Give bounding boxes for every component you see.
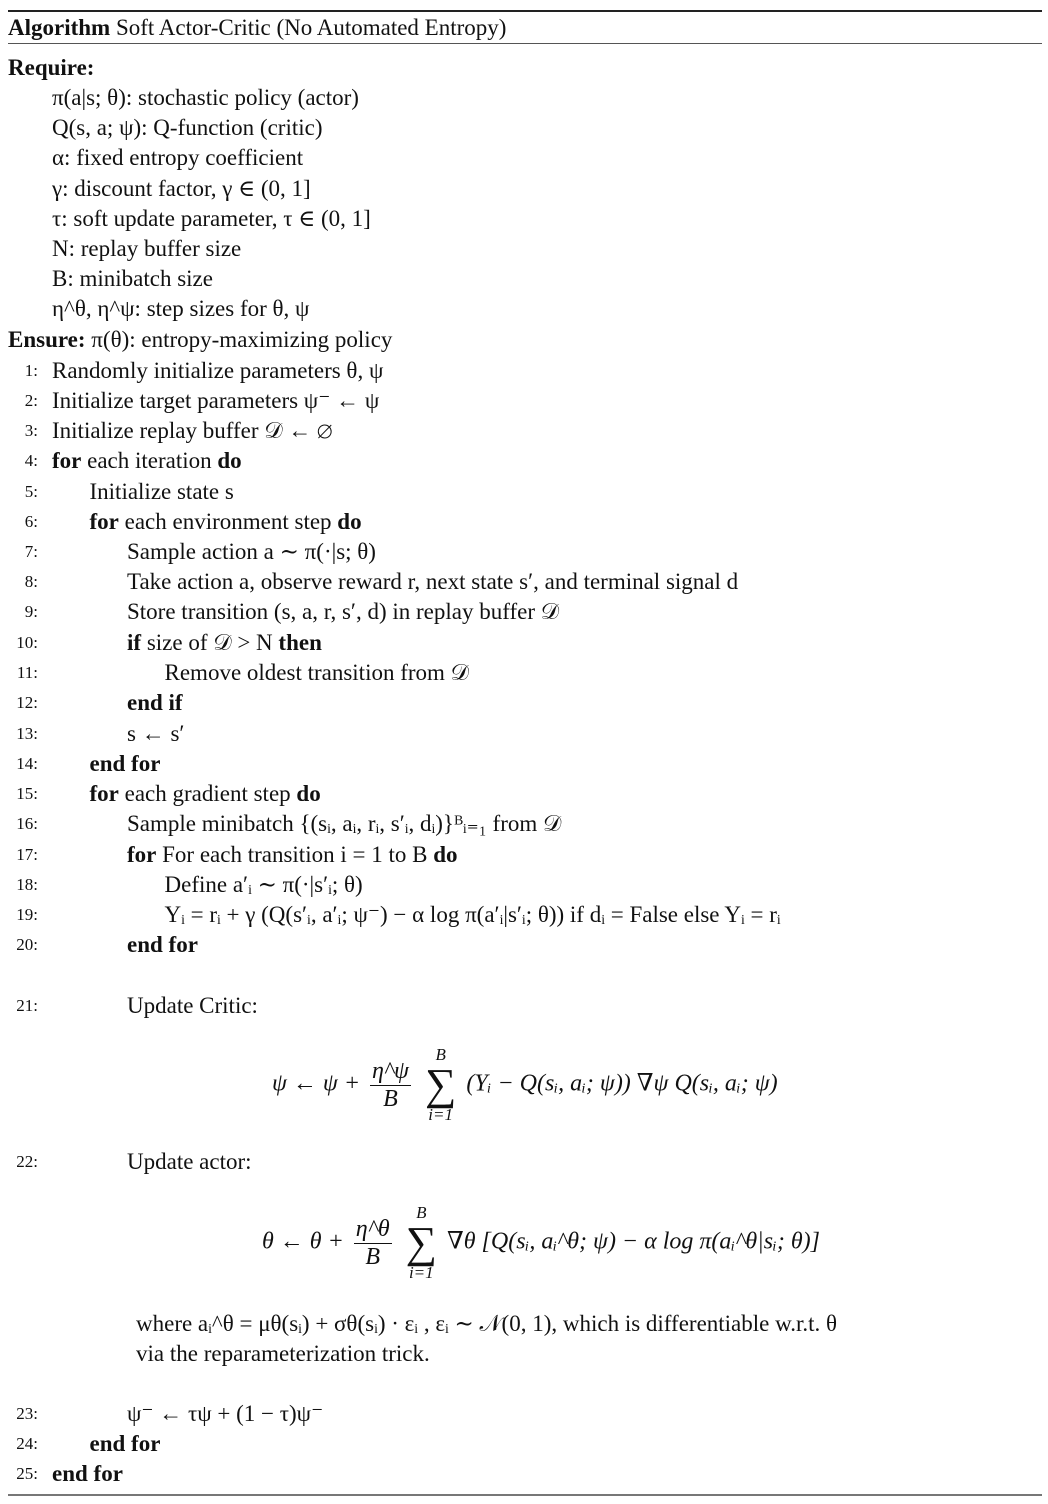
line-number: 24: [16,1434,38,1453]
ensure-line [8,326,392,354]
require-label: Require: [8,55,95,80]
algorithm-step [127,598,559,626]
line-number: 15: [16,784,38,803]
line-number: 23: [16,1404,38,1423]
algorithm-step [127,720,184,748]
algorithm-step [52,447,242,475]
line-number: 2: [24,391,38,410]
line-number: 1: [24,361,38,380]
require-item: γ: discount factor, γ ∈ (0, 1] [52,175,311,201]
keyword: end for [89,751,161,776]
step-text: Sample minibatch {(sᵢ, aᵢ, rᵢ, s′ᵢ, dᵢ)}ᴮᵢ₌₁ from 𝒟 [127,811,562,836]
step-text: For each transition i = 1 to B [156,842,434,867]
line-number: 20: [16,935,38,954]
algorithm-title: Soft Actor-Critic (No Automated Entropy) [115,15,507,40]
algorithm-step [90,750,161,778]
keyword: end if [127,690,183,715]
ensure-label: Ensure: [8,327,86,352]
algorithm-step [90,780,321,808]
algorithm-step [165,901,781,929]
step-text: Randomly initialize parameters θ, ψ [52,358,384,383]
keyword: then [278,630,322,655]
line-number: 11: [16,663,38,682]
require-item: Q(s, a; ψ): Q-function (critic) [52,115,323,141]
algorithm-label: Algorithm [8,15,111,40]
algorithm-step [127,629,322,657]
algorithm-step [127,1148,252,1176]
step-text: Define a′ᵢ ∼ π(·|s′ᵢ; θ) [164,872,363,897]
keyword: end for [89,1431,161,1456]
line-number: 21: [16,996,38,1015]
require-item: η^θ, η^ψ: step sizes for θ, ψ [52,296,310,322]
line-number: 14: [16,754,38,773]
algorithm-step [127,841,457,869]
line-number: 5: [24,482,38,501]
step-text: Remove oldest transition from 𝒟 [164,660,470,685]
step-text: s ← s′ [127,721,185,746]
algorithm-step [52,387,379,415]
algorithm-step [52,417,332,445]
critic-equation: ψ ← ψ + $\frac{\eta\^{}\psi}{B}$ B ∑ i=1 (Yᵢ − Q(sᵢ, aᵢ; ψ)) ∇ψ Q(sᵢ, aᵢ; ψ) [272,1045,778,1124]
line-number: 7: [24,542,38,561]
algorithm-step [127,568,738,596]
keyword: for [127,842,157,867]
line-number: 22: [16,1152,38,1171]
step-text: each gradient step [118,781,297,806]
require-item: N: replay buffer size [52,236,242,261]
line-number: 25: [16,1464,38,1483]
keyword: do [337,509,362,534]
line-number: 10: [16,633,38,652]
keyword: do [296,781,321,806]
keyword: for [89,509,119,534]
step-text: size of 𝒟 > N [141,630,279,655]
algorithm-step [127,992,258,1020]
line-number: 17: [16,845,38,864]
algorithm-step [165,871,363,899]
require-item: B: minibatch size [52,266,213,292]
keyword: for [89,781,119,806]
step-text: Yᵢ = rᵢ + γ (Q(s′ᵢ, a′ᵢ; ψ⁻) − α log π(a′ᵢ|s′ᵢ; θ)) if dᵢ = False else Yᵢ = rᵢ [164,902,781,927]
line-number: 18: [16,875,38,894]
line-number: 16: [16,814,38,833]
reparam-line-2: via the reparameterization trick. [136,1341,430,1366]
algorithm-step [127,1400,323,1428]
require-item: τ: soft update parameter, τ ∈ (0, 1] [52,205,371,231]
keyword: end for [127,932,198,957]
keyword: if [127,630,142,655]
step-text: each environment step [118,509,338,534]
ensure-text: π(θ): entropy-maximizing policy [91,327,393,352]
algorithm-step [127,538,376,566]
step-text: Take action a, observe reward r, next state s′, and terminal signal d [127,569,739,594]
step-text: Initialize target parameters ψ⁻ ← ψ [52,388,380,413]
keyword: end for [52,1461,123,1486]
algorithm-step [90,1430,161,1458]
algorithm-step [127,931,198,959]
keyword: do [433,842,458,867]
step-text: ψ⁻ ← τψ + (1 − τ)ψ⁻ [127,1401,324,1426]
require-item: α: fixed entropy coefficient [52,145,304,171]
algorithm-step [127,689,183,717]
line-number: 8: [24,572,38,591]
top-rule [8,10,1042,12]
reparam-line-1: where aᵢ^θ = μθ(sᵢ) + σθ(sᵢ) · εᵢ , εᵢ ∼ 𝒩(0, 1), which is differentiable w.r.t. θ [136,1311,838,1336]
step-text: Update actor: [127,1149,252,1174]
caption-rule [8,43,1042,44]
line-number: 6: [24,512,38,531]
step-text: Store transition (s, a, r, s′, d) in replay buffer 𝒟 [127,599,560,624]
step-text: each iteration [81,448,218,473]
line-number: 13: [16,724,38,743]
keyword: for [52,448,82,473]
algorithm-step [90,478,234,506]
step-text: Initialize replay buffer 𝒟 ← ∅ [52,418,333,443]
algorithm-step [127,810,561,838]
step-text: Update Critic: [127,993,258,1018]
algorithm-step [90,508,362,536]
step-text: Sample action a ∼ π(·|s; θ) [127,539,376,564]
line-number: 3: [24,421,38,440]
algorithm-caption [8,14,506,42]
step-text: Initialize state s [89,479,234,504]
actor-equation: θ ← θ + $\frac{\eta\^{}\theta}{B}$ B ∑ i=1 ∇θ [Q(sᵢ, aᵢ^θ; ψ) − α log π(aᵢ^θ|sᵢ; θ)] [262,1203,820,1282]
require-item: π(a|s; θ): stochastic policy (actor) [52,85,359,110]
line-number: 12: [16,693,38,712]
line-number: 4: [24,451,38,470]
algorithm-step [52,1460,123,1488]
keyword: do [217,448,242,473]
algorithm-step [52,357,383,385]
bottom-rule [8,1494,1042,1496]
algorithm-step [165,659,470,687]
line-number: 19: [16,905,38,924]
line-number: 9: [24,602,38,621]
